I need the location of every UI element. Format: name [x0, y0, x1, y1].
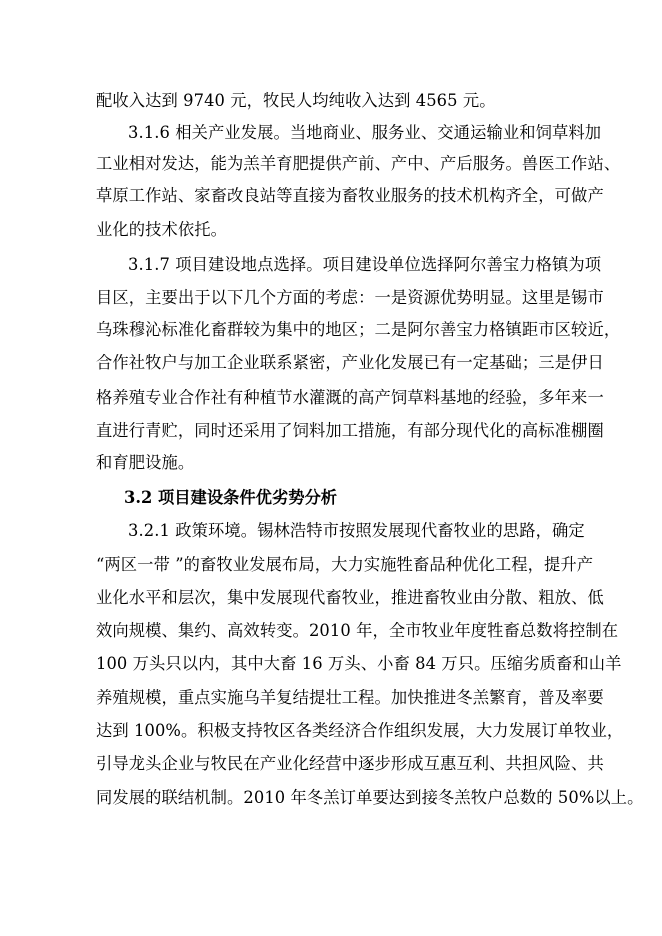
paragraph-3-1-7-line-2: 目区，主要出于以下几个方面的考虑：一是资源优势明显。这里是锡市 [96, 288, 604, 307]
paragraph-3-1-7-line-6: 直进行青贮，同时还采用了饲料加工措施，有部分现代化的高标准棚圈 [96, 421, 604, 440]
paragraph-3-2-1-line-1: 3.2.1 政策环境。锡林浩特市按照发展现代畜牧业的思路，确定 [128, 521, 585, 540]
paragraph-3-2-1-line-2: “两区一带 ”的畜牧业发展布局，大力实施牲畜品种优化工程，提升产 [96, 555, 594, 574]
paragraph-3-1-6-line-3: 草原工作站、家畜改良站等直接为畜牧业服务的技术机构齐全，可做产 [96, 186, 604, 205]
paragraph-3-2-1-line-5: 100 万头只以内，其中大畜 16 万头、小畜 84 万只。压缩劣质畜和山羊 [96, 654, 622, 673]
paragraph-3-2-1-line-3: 业化水平和层次，集中发展现代畜牧业，推进畜牧业由分散、粗放、低 [96, 588, 604, 607]
paragraph-3-1-6-line-2: 工业相对发达，能为羔羊育肥提供产前、产中、产后服务。兽医工作站、 [96, 154, 621, 173]
paragraph-3-2-1-line-6: 养殖规模，重点实施乌羊复结提壮工程。加快推进冬羔繁育，普及率要 [96, 688, 604, 707]
paragraph-3-1-7-line-3: 乌珠穆沁标准化畜群较为集中的地区；二是阿尔善宝力格镇距市区较近， [96, 320, 621, 339]
paragraph-3-2-1-line-9: 同发展的联结机制。2010 年冬羔订单要达到接冬羔牧户总数的 50%以上。 [96, 788, 644, 807]
paragraph-3-1-6-line-4: 业化的技术依托。 [96, 220, 228, 239]
paragraph-3-1-7-line-7: 和育肥设施。 [96, 453, 195, 472]
paragraph-3-2-1-line-4: 效向规模、集约、高效转变。2010 年，全市牧业年度牲畜总数将控制在 [96, 621, 619, 640]
paragraph-3-1-7-line-4: 合作社牧户与加工企业联系紧密，产业化发展已有一定基础；三是伊日 [96, 353, 604, 372]
paragraph-3-2-1-line-7: 达到 100%。积极支持牧区各类经济合作组织发展，大力发展订单牧业， [96, 721, 624, 740]
paragraph-3-1-7-line-5: 格养殖专业合作社有种植节水灌溉的高产饲草料基地的经验，多年来一 [96, 388, 604, 407]
paragraph-3-1-7-line-1: 3.1.7 项目建设地点选择。项目建设单位选择阿尔善宝力格镇为项 [128, 255, 602, 274]
section-heading-3-2: 3.2 项目建设条件优劣势分析 [124, 488, 338, 507]
paragraph-3-1-6-line-1: 3.1.6 相关产业发展。当地商业、服务业、交通运输业和饲草料加 [128, 123, 602, 142]
paragraph-line: 配收入达到 9740 元，牧民人均纯收入达到 4565 元。 [96, 91, 496, 110]
paragraph-3-2-1-line-8: 引导龙头企业与牧民在产业化经营中逐步形成互惠互利、共担风险、共 [96, 754, 604, 773]
